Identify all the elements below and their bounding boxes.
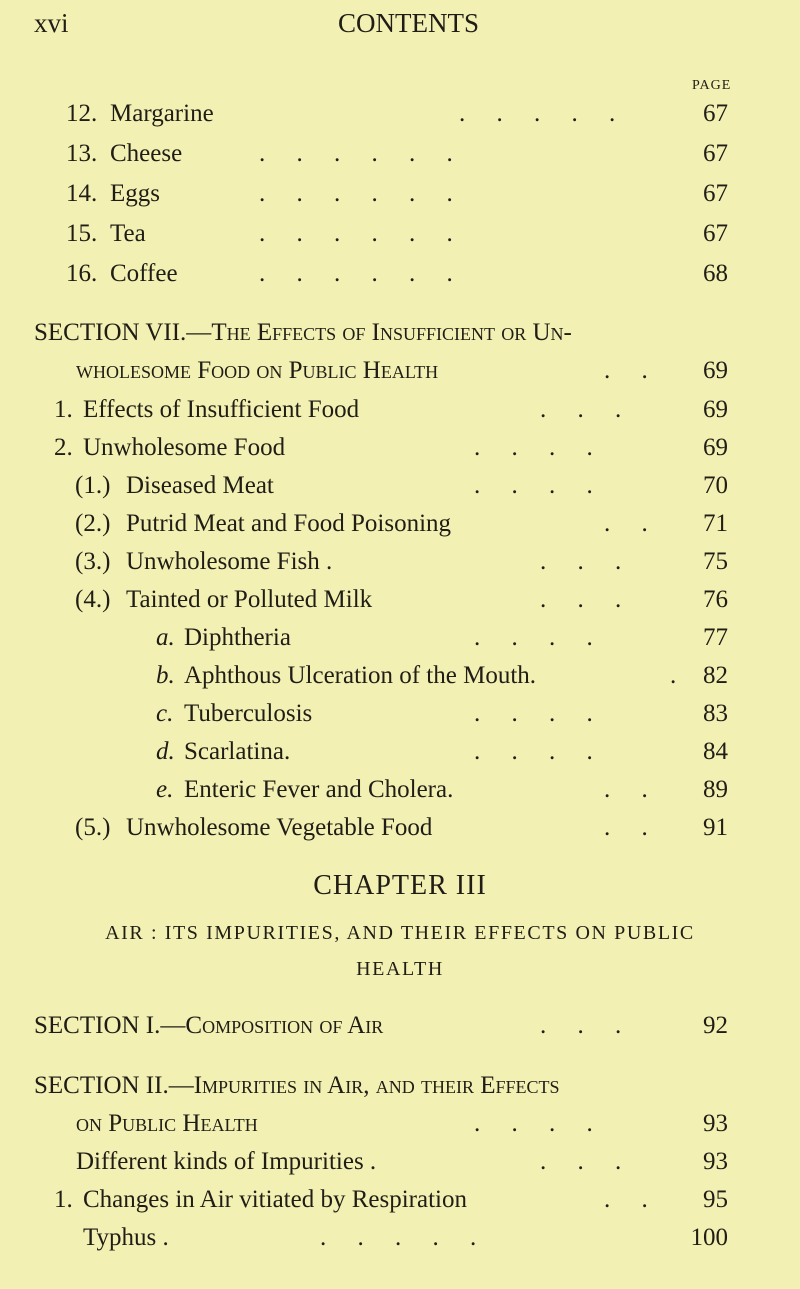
toc-entry[interactable] [0, 396, 800, 436]
entry-letter: d. [156, 738, 175, 765]
entry-title: Eggs [110, 180, 160, 207]
section-heading-line [0, 357, 800, 397]
leader-dots: . . [604, 1186, 648, 1213]
entry-title: Aphthous Ulceration of the Mouth. [184, 662, 537, 689]
entry-letter: c. [156, 700, 174, 727]
entry-page: 84 [703, 738, 728, 765]
toc-entry[interactable] [0, 100, 800, 140]
toc-entry[interactable] [0, 1148, 800, 1188]
toc-entry[interactable] [0, 662, 800, 702]
entry-number: 1. [54, 396, 73, 423]
entry-page: 93 [703, 1148, 728, 1175]
running-title: CONTENTS [338, 8, 479, 38]
leader-dots: . . . . [474, 700, 593, 727]
entry-number: (2.) [75, 510, 111, 537]
leader-dots: . . . . . . [259, 180, 453, 207]
entry-page: 69 [703, 434, 728, 461]
leader-dots: . . . [540, 548, 622, 575]
entry-number: 14. [66, 180, 98, 207]
entry-title: Changes in Air vitiated by Respiration [83, 1186, 467, 1213]
entry-title: Coffee [110, 260, 178, 287]
entry-page: 68 [703, 260, 728, 287]
entry-title: Cheese [110, 140, 183, 167]
leader-dots: . . . . [474, 738, 593, 765]
leader-dots: . . . . [474, 472, 593, 499]
toc-entry[interactable] [0, 434, 800, 474]
chapter-subtitle: AIR : ITS IMPURITIES, AND THEIR EFFECTS ON PUBLIC [105, 922, 695, 944]
toc-entry[interactable] [0, 776, 800, 816]
toc-entry[interactable] [0, 548, 800, 588]
entry-page: 89 [703, 776, 728, 803]
leader-dots: . . . . . . [259, 140, 453, 167]
section-title: Composition of Air [185, 1012, 384, 1039]
entry-title: Different kinds of Impurities . [76, 1148, 377, 1175]
section-title-continued: wholesome Food on Public Health [76, 357, 439, 384]
section-heading-i[interactable] [0, 1012, 800, 1052]
page-number-roman: xvi [34, 8, 69, 38]
leader-dots: . . . . . . [259, 220, 453, 247]
entry-page: 75 [703, 548, 728, 575]
leader-dots: . . . . [474, 434, 593, 461]
entry-title: Tainted or Polluted Milk [126, 586, 373, 613]
entry-page: 83 [703, 700, 728, 727]
entry-title: Margarine [110, 100, 214, 127]
section-label: SECTION I.— [34, 1012, 186, 1039]
toc-entry[interactable] [0, 140, 800, 180]
chapter-subtitle-continued: HEALTH [356, 958, 444, 980]
entry-letter: b. [156, 662, 175, 689]
entry-title: Diseased Meat [126, 472, 274, 499]
leader-dots: . . . [540, 1012, 622, 1039]
toc-entry[interactable] [0, 700, 800, 740]
toc-entry[interactable] [0, 180, 800, 220]
section-page: 93 [703, 1110, 728, 1137]
leader-dots: . . . . [474, 624, 593, 651]
entry-page: 77 [703, 624, 728, 651]
entry-page: 100 [690, 1224, 728, 1251]
section-label: SECTION II.— [34, 1072, 194, 1099]
leader-dots: . . . . [474, 1110, 593, 1137]
leader-dots: . . [604, 510, 648, 537]
entry-title: Scarlatina. [184, 738, 291, 765]
toc-entry[interactable] [0, 1186, 800, 1226]
leader-dots: . [670, 662, 677, 689]
toc-entry[interactable] [0, 472, 800, 512]
toc-entry[interactable] [0, 738, 800, 778]
toc-entry[interactable] [0, 624, 800, 664]
entry-page: 67 [703, 140, 728, 167]
leader-dots: . . [604, 357, 648, 384]
page-column-label: PAGE [692, 78, 732, 93]
toc-entry[interactable] [0, 220, 800, 260]
entry-page: 67 [703, 100, 728, 127]
leader-dots: . . [604, 776, 648, 803]
entry-page: 69 [703, 396, 728, 423]
chapter-title: CHAPTER III [313, 870, 487, 901]
leader-dots: . . . [540, 586, 622, 613]
toc-entry[interactable] [0, 814, 800, 854]
entry-title: Unwholesome Food [83, 434, 286, 461]
leader-dots: . . . [540, 1148, 622, 1175]
entry-page: 95 [703, 1186, 728, 1213]
entry-number: 16. [66, 260, 98, 287]
entry-page: 67 [703, 180, 728, 207]
entry-number: 15. [66, 220, 98, 247]
leader-dots: . . . . . . [259, 260, 453, 287]
entry-letter: a. [156, 624, 175, 651]
entry-page: 76 [703, 586, 728, 613]
entry-title: Unwholesome Vegetable Food [126, 814, 433, 841]
entry-number: 13. [66, 140, 98, 167]
toc-entry[interactable] [0, 260, 800, 300]
entry-number: (4.) [75, 586, 111, 613]
toc-entry[interactable] [0, 510, 800, 550]
entry-title: Tea [110, 220, 146, 247]
section-label: SECTION VII.— [34, 319, 212, 346]
section-title-continued: on Public Health [76, 1110, 258, 1137]
entry-number: 2. [54, 434, 73, 461]
entry-title: Enteric Fever and Cholera. [184, 776, 454, 803]
entry-number: 1. [54, 1186, 73, 1213]
entry-title: Tuberculosis [184, 700, 313, 727]
section-title: Impurities in Air, and their Effects [193, 1072, 560, 1099]
section-heading-line [34, 1072, 560, 1100]
leader-dots: . . . . . [320, 1224, 477, 1251]
entry-title: Typhus . [83, 1224, 169, 1251]
entry-page: 70 [703, 472, 728, 499]
entry-page: 67 [703, 220, 728, 247]
toc-entry[interactable] [0, 586, 800, 626]
toc-entry[interactable] [0, 1224, 800, 1264]
section-page: 92 [703, 1012, 728, 1039]
section-heading-line [34, 319, 572, 347]
entry-page: 82 [703, 662, 728, 689]
entry-number: (3.) [75, 548, 111, 575]
section-heading-line [0, 1110, 800, 1150]
entry-letter: e. [156, 776, 174, 803]
entry-number: (5.) [75, 814, 111, 841]
leader-dots: . . . . . [459, 100, 616, 127]
entry-title: Putrid Meat and Food Poisoning [126, 510, 452, 537]
section-title: The Effects of Insufficient or Un- [211, 319, 572, 346]
entry-number: 12. [66, 100, 98, 127]
entry-title: Unwholesome Fish . [126, 548, 333, 575]
leader-dots: . . . [540, 396, 622, 423]
section-page: 69 [703, 357, 728, 384]
entry-title: Diphtheria [184, 624, 291, 651]
entry-number: (1.) [75, 472, 111, 499]
entry-title: Effects of Insufficient Food [83, 396, 360, 423]
leader-dots: . . [604, 814, 648, 841]
entry-page: 91 [703, 814, 728, 841]
entry-page: 71 [703, 510, 728, 537]
